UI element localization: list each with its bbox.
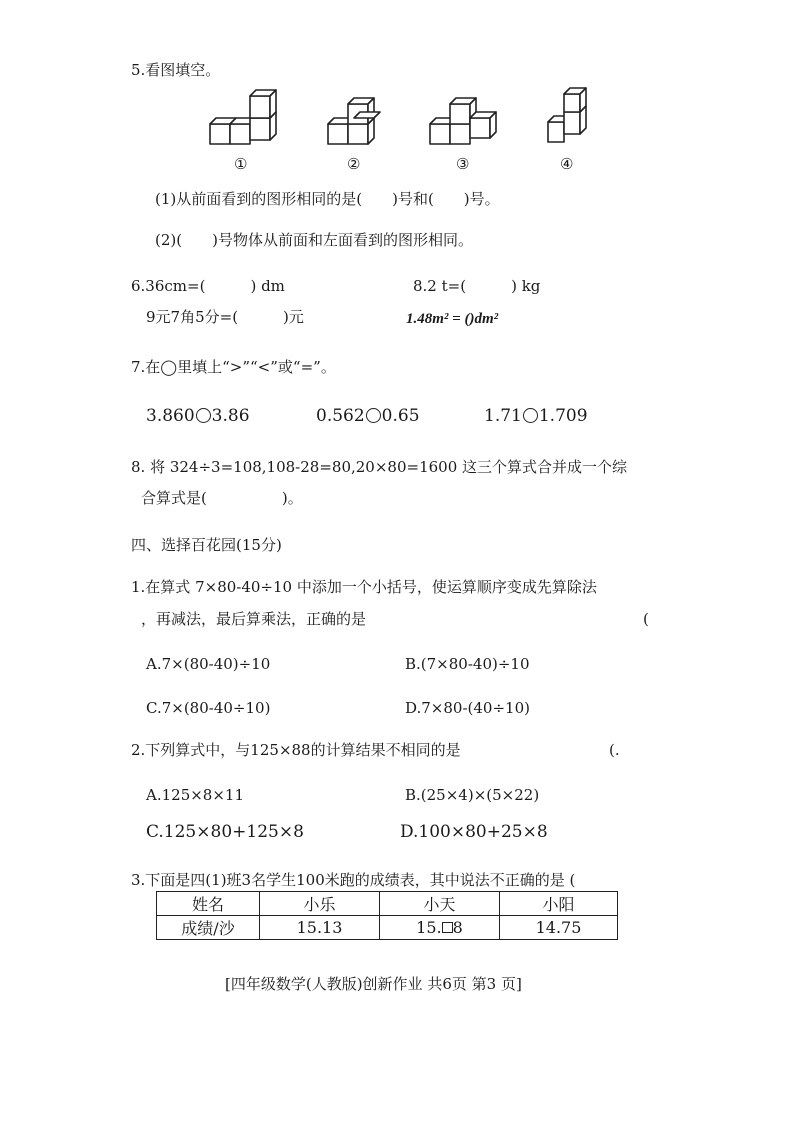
section4-title: 四、选择百花园(15分) (131, 536, 282, 554)
q6-d: 1.48m² = ()dm² (406, 311, 499, 327)
mc2-stem: 2.下列算式中，与125×88的计算结果不相同的是 (131, 741, 461, 759)
q6-a: 6.36cm=( ) dm (131, 277, 285, 295)
figure-label-2: ② (347, 155, 361, 173)
q5-sub1: (1)从前面看到的图形相同的是( )号和( )号。 (155, 190, 500, 208)
mc2-option-a[interactable]: A.125×8×11 (146, 786, 244, 804)
page-footer: [四年级数学(人教版)创新作业 共6页 第3 页] (225, 975, 522, 993)
table-header-student-3: 小阳 (500, 892, 618, 916)
table-row-scores (157, 916, 618, 940)
table-header-student-2: 小天 (380, 892, 500, 916)
table-header-student-1: 小乐 (260, 892, 380, 916)
q6-b: 8.2 t=( ) kg (413, 277, 541, 295)
score-table (156, 891, 618, 940)
q8-line1: 8. 将 324÷3=108,108-28=80,20×80=1600 这三个算式合并成一个综 (131, 458, 628, 476)
q7-title: 7.在◯里填上“>”“<”或“=”。 (131, 358, 336, 376)
mc1-option-d[interactable]: D.7×80-(40÷10) (405, 699, 530, 717)
q7-item-1-left: 3.860 (146, 406, 195, 426)
missing-digit-box (442, 922, 453, 933)
mc1-option-a[interactable]: A.7×(80-40)÷10 (146, 655, 271, 673)
mc1-line2: ，再减法，最后算乘法，正确的是 (141, 610, 367, 628)
figure-label-1: ① (234, 155, 248, 173)
compare-circle-2[interactable] (366, 408, 381, 423)
mc1-option-b[interactable]: B.(7×80-40)÷10 (405, 655, 530, 673)
figure-label-4: ④ (560, 155, 574, 173)
table-cell-score-2 (380, 916, 500, 940)
table-cell-score-3: 14.75 (500, 916, 618, 940)
cube-figure-4 (548, 88, 586, 142)
mc3-stem: 3.下面是四(1)班3名学生100米跑的成绩表，其中说法不正确的是 ( (131, 871, 576, 889)
mc2-option-d[interactable]: D.100×80+25×8 (400, 822, 548, 842)
compare-circle-1[interactable] (196, 408, 211, 423)
cube-figure-3 (430, 98, 496, 144)
q8-line2: 合算式是( )。 (141, 489, 303, 507)
score-2-prefix: 15. (416, 918, 442, 937)
q7-item-1 (146, 406, 250, 426)
q7-item-3-right: 1.709 (538, 406, 588, 426)
mc1-line1: 1.在算式 7×80-40÷10 中添加一个小括号，使运算顺序变成先算除法 (131, 578, 597, 596)
q5-title: 5.看图填空。 (131, 61, 221, 79)
q7-item-2 (316, 406, 420, 426)
figure-label-3: ③ (456, 155, 470, 173)
cube-figure-2 (328, 98, 380, 144)
table-header-name: 姓名 (157, 892, 260, 916)
score-2-suffix: 8 (452, 918, 463, 937)
q7-item-2-right: 0.65 (381, 406, 420, 426)
mc2-option-c[interactable]: C.125×80+125×8 (146, 822, 304, 842)
mc1-option-c[interactable]: C.7×(80-40÷10) (146, 699, 271, 717)
mc2-option-b[interactable]: B.(25×4)×(5×22) (405, 786, 540, 804)
compare-circle-3[interactable] (523, 408, 538, 423)
mc1-answer-paren: ( (643, 610, 649, 628)
cube-figures (205, 86, 595, 152)
q5-sub2: (2)( )号物体从前面和左面看到的图形相同。 (155, 231, 473, 249)
q7-item-3-left: 1.71 (484, 406, 522, 426)
table-row-label: 成绩/沙 (157, 916, 260, 940)
table-cell-score-1: 15.13 (260, 916, 380, 940)
table-row-header (157, 892, 618, 916)
q7-item-1-right: 3.86 (211, 406, 250, 426)
q6-c: 9元7角5分=( )元 (146, 308, 304, 326)
mc2-answer-paren: (. (609, 741, 620, 759)
q7-item-2-left: 0.562 (316, 406, 365, 426)
q7-item-3 (484, 406, 588, 426)
cube-figure-1 (210, 90, 276, 144)
cube-figures-svg (205, 86, 595, 148)
